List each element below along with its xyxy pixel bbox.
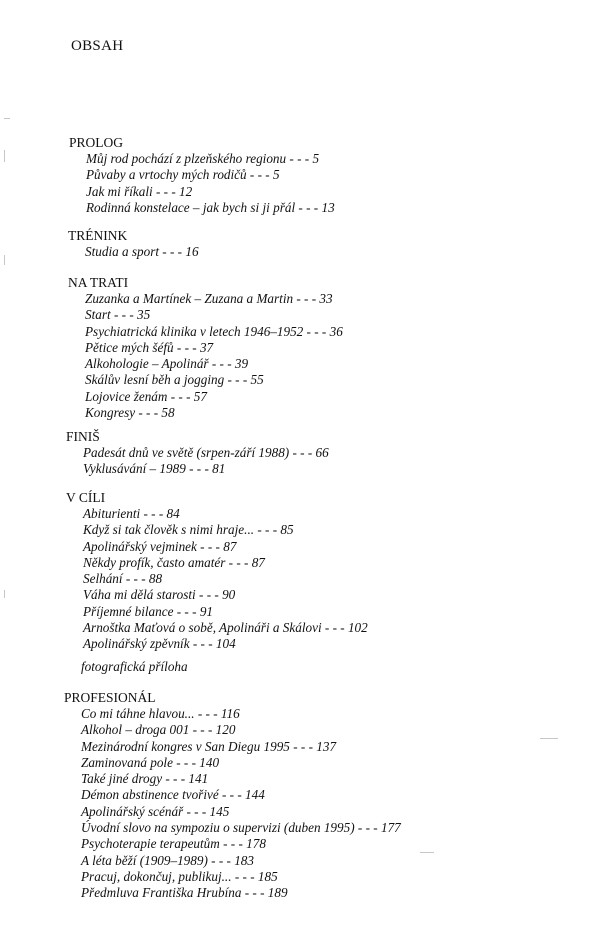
toc-entry: Můj rod pochází z plzeňského regionu - - - 5 xyxy=(86,151,320,166)
toc-entry: Psychoterapie terapeutům - - - 178 xyxy=(81,836,266,852)
section-heading: TRÉNINK xyxy=(68,228,128,243)
section-v-cili xyxy=(66,490,368,653)
scan-mark xyxy=(4,590,5,598)
toc-entry: Start - - - 35 xyxy=(85,307,151,323)
toc-entry: Psychiatrická klinika v letech 1946–1952 - - - 36 xyxy=(85,323,343,339)
section-heading: V CÍLI xyxy=(66,490,106,505)
toc-entry: Zuzanka a Martínek – Zuzana a Martin - - - 33 xyxy=(85,291,333,306)
section-trenink xyxy=(68,228,199,260)
photo-appendix-entry: fotografická příloha xyxy=(81,659,188,674)
page-title: OBSAH xyxy=(71,38,124,54)
toc-entry: Démon abstinence tvořivé - - - 144 xyxy=(81,787,265,803)
toc-entry: Také jiné drogy - - - 141 xyxy=(81,771,209,787)
toc-entry: Lojovice ženám - - - 57 xyxy=(85,388,207,404)
toc-entry: Kongresy - - - 58 xyxy=(85,405,175,421)
scan-mark xyxy=(4,150,5,162)
toc-entry: Někdy profík, často amatér - - - 87 xyxy=(83,554,265,570)
toc-entry: Váha mi dělá starosti - - - 90 xyxy=(83,587,236,603)
toc-entry: Apolinářský vejminek - - - 87 xyxy=(83,538,237,554)
toc-entry: Alkohologie – Apolinář - - - 39 xyxy=(85,356,249,372)
section-heading: PROLOG xyxy=(69,135,124,150)
toc-entry: Alkohol – droga 001 - - - 120 xyxy=(81,722,236,738)
toc-entry: Pracuj, dokončuj, publikuj... - - - 185 xyxy=(81,868,278,884)
toc-entry: Vyklusávání – 1989 - - - 81 xyxy=(83,461,226,477)
section-heading: PROFESIONÁL xyxy=(64,690,156,705)
section-prolog xyxy=(69,135,335,216)
scan-mark xyxy=(4,118,10,119)
toc-entry: Apolinářský zpěvník - - - 104 xyxy=(83,636,236,652)
toc-entry: Příjemné bilance - - - 91 xyxy=(83,603,214,619)
section-heading: FINIŠ xyxy=(66,429,100,444)
toc-entry: Jak mi říkali - - - 12 xyxy=(86,183,193,199)
toc-entry: Selhání - - - 88 xyxy=(83,571,163,587)
toc-entry: Studia a sport - - - 16 xyxy=(85,244,199,259)
toc-entry: A léta běží (1909–1989) - - - 183 xyxy=(81,852,254,868)
section-na-trati xyxy=(68,275,343,421)
toc-entry: Pětice mých šéfů - - - 37 xyxy=(85,339,214,355)
toc-entry: Co mi táhne hlavou... - - - 116 xyxy=(81,706,240,721)
toc-entry: Skálův lesní běh a jogging - - - 55 xyxy=(85,372,264,388)
scan-mark xyxy=(540,738,558,739)
scan-mark xyxy=(420,852,434,853)
section-profesional xyxy=(64,690,401,902)
toc-entry: Předmluva Františka Hrubína - - - 189 xyxy=(81,885,288,901)
section-finis xyxy=(66,429,329,478)
toc-entry: Úvodní slovo na sympoziu o supervizi (duben 1995) - - - 177 xyxy=(81,820,401,836)
toc-entry: Padesát dnů ve světě (srpen-září 1988) - - - 66 xyxy=(83,445,329,460)
toc-entry: Apolinářský scénář - - - 145 xyxy=(81,803,230,819)
toc-entry: Rodinná konstelace – jak bych si ji přál - - - 13 xyxy=(86,199,335,215)
toc-entry: Půvaby a vrtochy mých rodičů - - - 5 xyxy=(86,167,280,183)
toc-entry: Zaminovaná pole - - - 140 xyxy=(81,754,220,770)
toc-entry: Abiturienti - - - 84 xyxy=(83,506,180,521)
toc-entry: Arnoštka Maťová o sobě, Apolináři a Skálovi - - - 102 xyxy=(83,620,368,636)
scan-mark xyxy=(4,255,5,265)
toc-entry: Když si tak člověk s nimi hraje... - - - 85 xyxy=(83,522,294,538)
section-heading: NA TRATI xyxy=(68,275,129,290)
toc-entry: Mezinárodní kongres v San Diegu 1995 - - - 137 xyxy=(81,738,337,754)
